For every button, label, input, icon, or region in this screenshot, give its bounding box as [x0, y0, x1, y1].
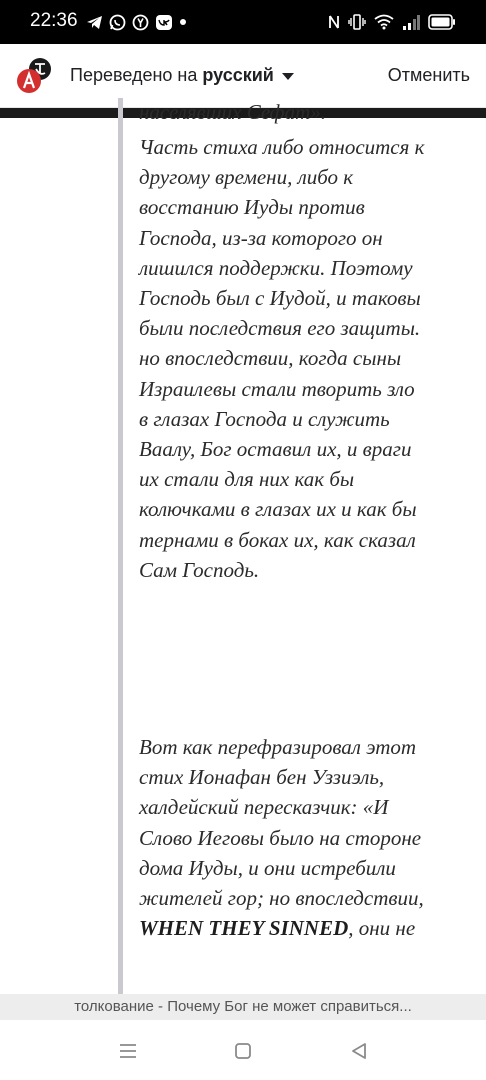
system-icons — [328, 11, 456, 33]
status-bar — [0, 0, 486, 44]
vibrate-icon — [348, 14, 366, 30]
telegram-icon — [86, 15, 103, 30]
paragraph-text: Вот как перефразировал этот стих Ионафан бен Уззиэль, халдейский пересказчик: «И Слово Иеговы было на стороне дома Иуды, и они истребили жителей гор; но впоследствии, — [139, 735, 424, 911]
nfc-icon — [328, 14, 340, 30]
translate-language-dropdown[interactable] — [70, 65, 294, 86]
whatsapp-icon — [109, 14, 126, 31]
back-icon[interactable] — [348, 1040, 370, 1062]
wifi-icon — [374, 14, 394, 30]
article-paragraph — [139, 732, 429, 943]
paragraph-text: , они не — [348, 916, 416, 941]
notification-icons — [86, 12, 187, 32]
yandex-icon — [132, 14, 149, 31]
home-icon[interactable] — [232, 1040, 254, 1062]
article-paragraph: Часть стиха либо относится к другому времени, либо к восстанию Иуды против Господа, из-за которого он лишился поддержки. Поэтому Господь был с Иудой, и таковы были последствия его защиты. но впоследствии, когда сыны Израилевы стали творить зло в глазах Господа и служить Ваалу, Бог оставил их, и враги их стали для них как бы колючками в глазах их и как бы тернами в боках их, как сказал Сам Господь. — [139, 135, 425, 582]
chevron-down-icon — [282, 73, 294, 80]
navigation-bar — [0, 1020, 486, 1080]
translate-logo-icon — [16, 56, 54, 94]
article-paragraph-partial: населявших Сефат». — [139, 100, 326, 124]
vk-icon — [155, 14, 173, 31]
battery-icon — [428, 14, 456, 30]
signal-icon — [402, 15, 420, 30]
dot-icon — [179, 18, 187, 26]
page-title-bar[interactable]: толкование - Почему Бог не может справиться... — [0, 994, 486, 1020]
translate-prefix: Переведено на — [70, 65, 198, 85]
blockquote-border — [118, 98, 123, 1018]
article-content[interactable] — [0, 100, 486, 994]
status-time: 22:36 — [30, 10, 78, 31]
emphasis-text: WHEN THEY SINNED — [139, 916, 349, 941]
menu-icon[interactable] — [117, 1040, 139, 1062]
cancel-translation-button[interactable]: Отменить — [387, 65, 470, 85]
translate-language: русский — [202, 65, 274, 85]
